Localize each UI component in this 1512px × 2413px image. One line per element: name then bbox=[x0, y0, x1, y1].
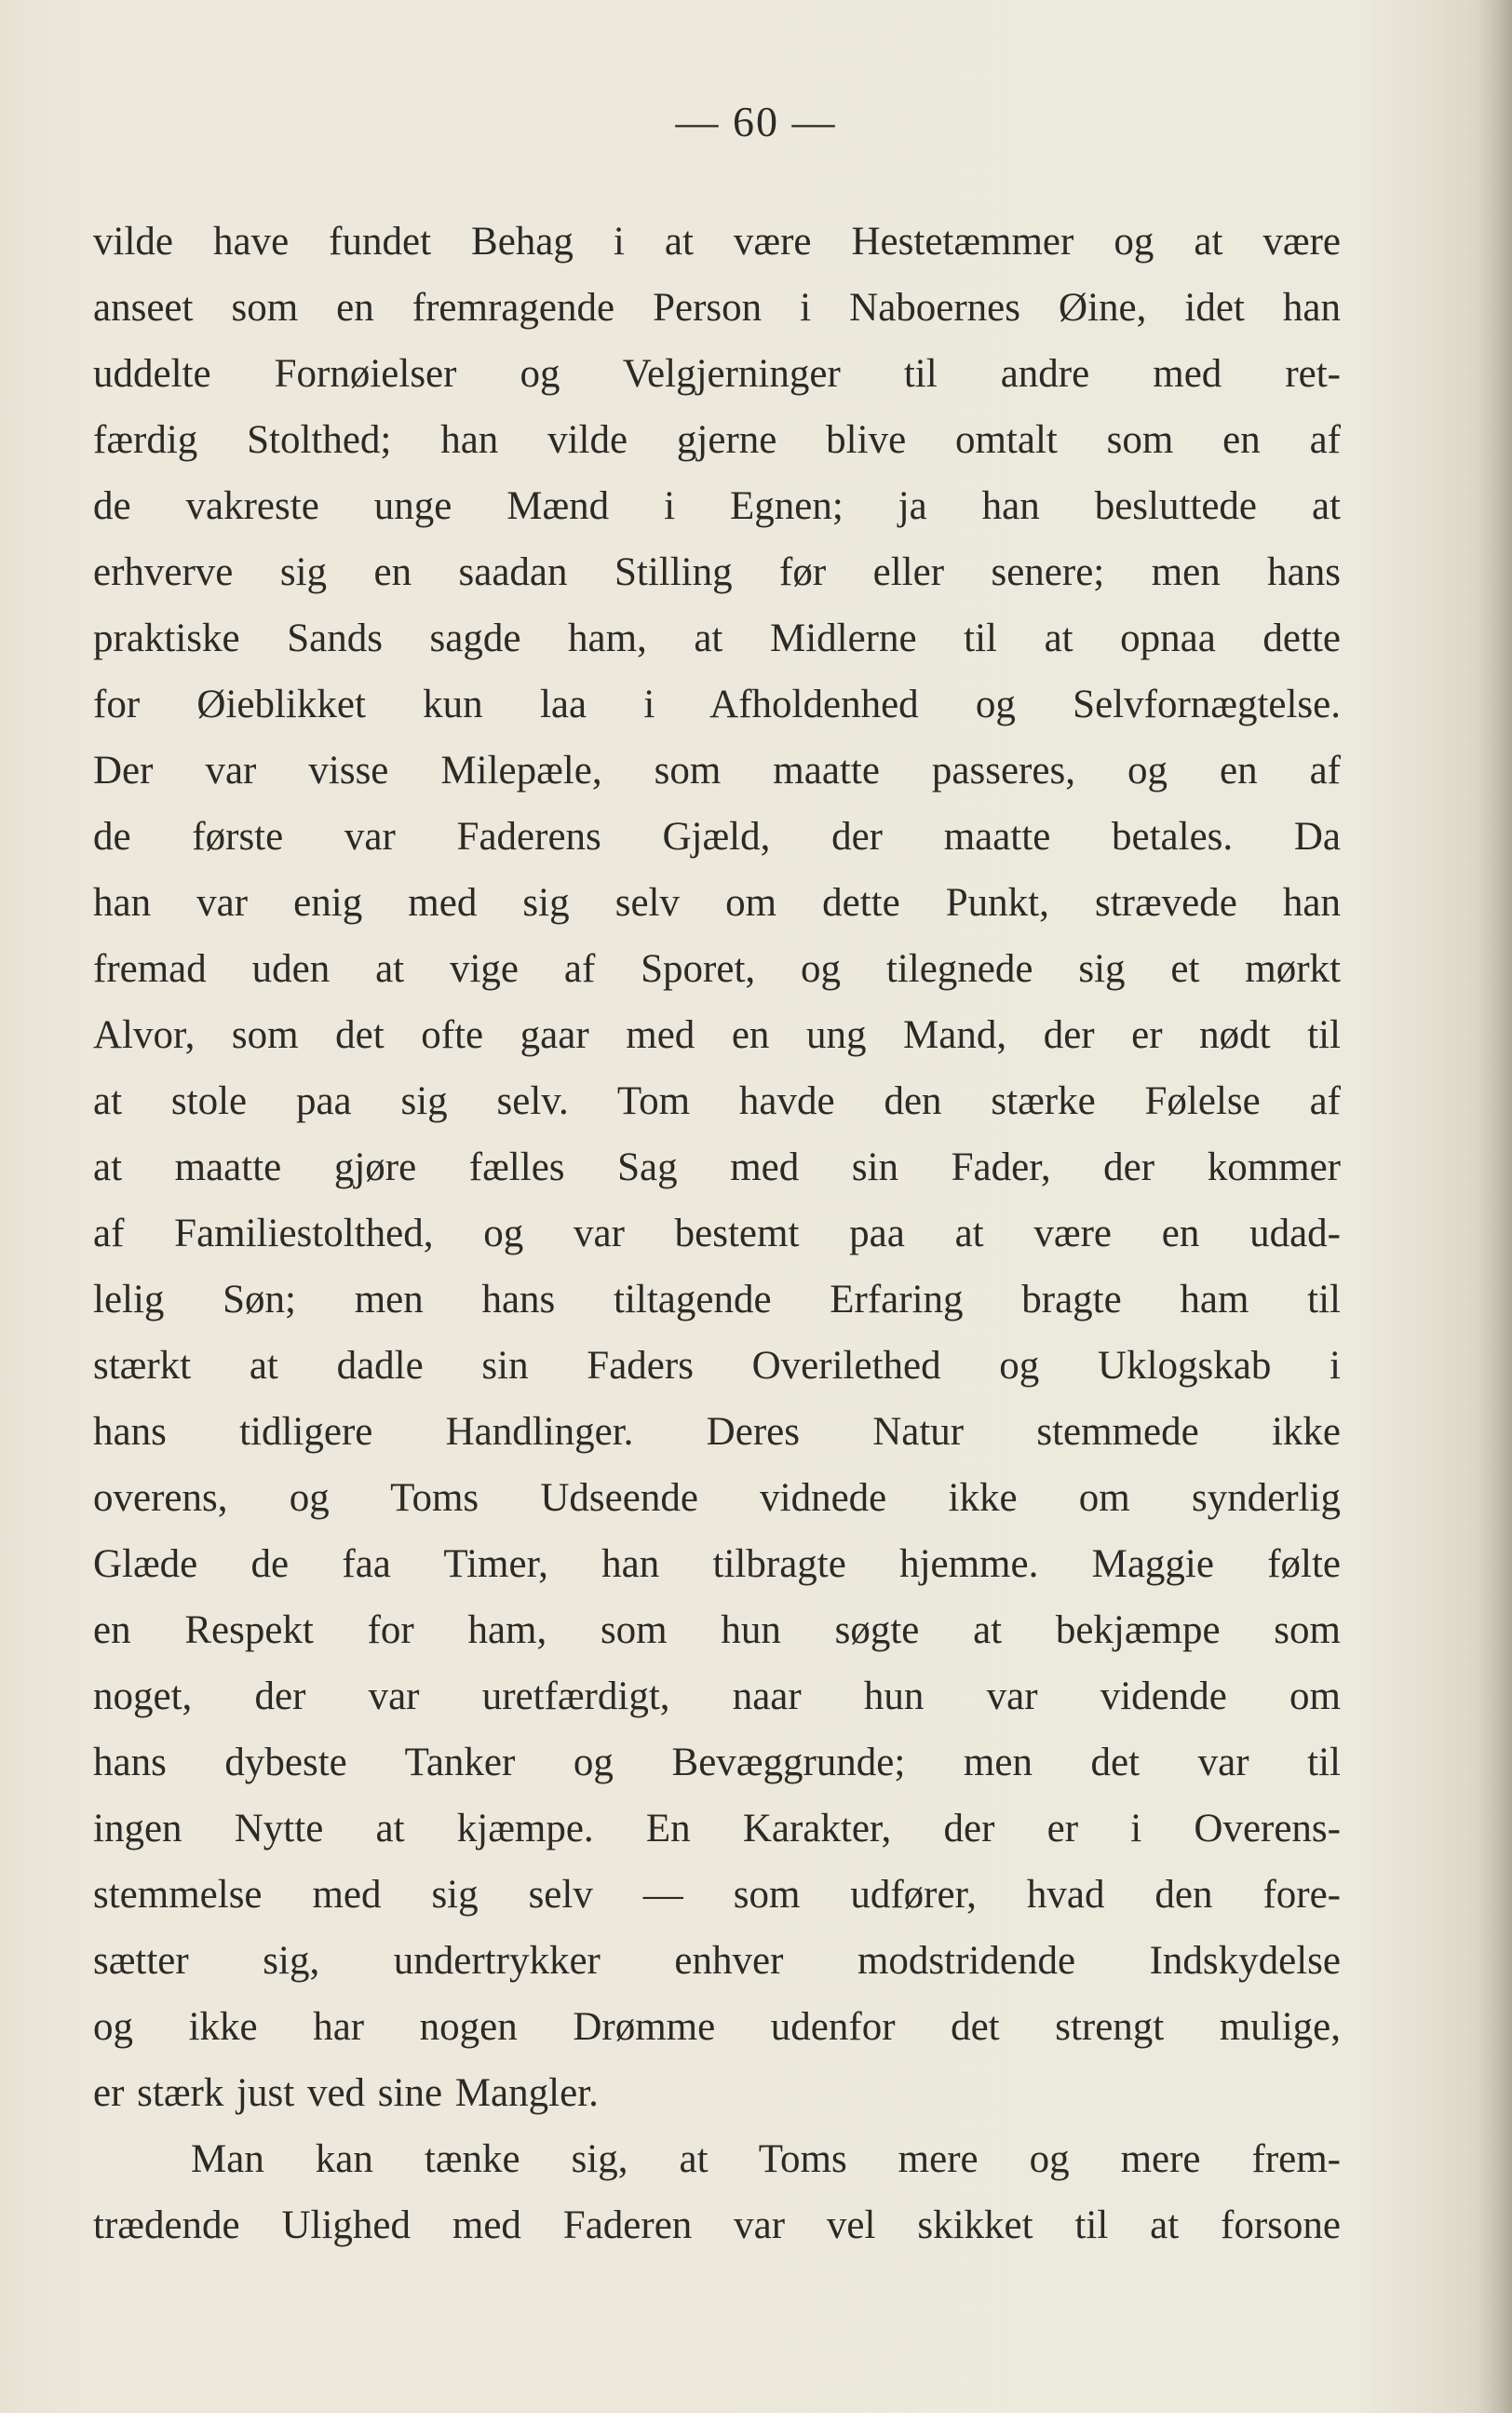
text-line: hans tidligere Handlinger. Deres Natur stemmede ikke bbox=[93, 1410, 1341, 1454]
text-line: trædende Ulighed med Faderen var vel skikket til at forsone bbox=[93, 2203, 1341, 2247]
text-line: vilde have fundet Behag i at være Hestetæmmer og at være bbox=[93, 220, 1341, 264]
text-line: de første var Faderens Gjæld, der maatte betales. Da bbox=[93, 815, 1341, 859]
text-line: Glæde de faa Timer, han tilbragte hjemme. Maggie følte bbox=[93, 1542, 1341, 1586]
text-line: for Øieblikket kun laa i Afholdenhed og Selvfornægtelse. bbox=[93, 683, 1341, 726]
text-line: erhverve sig en saadan Stilling før eller senere; men hans bbox=[93, 550, 1341, 594]
text-line: praktiske Sands sagde ham, at Midlerne til at opnaa dette bbox=[93, 617, 1341, 660]
text-line: Alvor, som det ofte gaar med en ung Mand, der er nødt til bbox=[93, 1013, 1341, 1057]
page-number: — 60 — bbox=[675, 98, 837, 145]
text-line: overens, og Toms Udseende vidnede ikke om synderlig bbox=[93, 1476, 1341, 1520]
text-line: Der var visse Milepæle, som maatte passeres, og en af bbox=[93, 749, 1341, 793]
paragraph-end-line: er stærk just ved sine Mangler. bbox=[93, 2071, 599, 2115]
page-spine-shadow bbox=[1478, 0, 1512, 2413]
body-text bbox=[93, 209, 1341, 2258]
text-line: han var enig med sig selv om dette Punkt, strævede han bbox=[93, 881, 1341, 925]
text-line: noget, der var uretfærdigt, naar hun var vidende om bbox=[93, 1674, 1341, 1718]
text-line: lelig Søn; men hans tiltagende Erfaring bragte ham til bbox=[93, 1278, 1341, 1322]
paragraph-start-line: Man kan tænke sig, at Toms mere og mere frem- bbox=[191, 2137, 1341, 2181]
text-line: hans dybeste Tanker og Bevæggrunde; men det var til bbox=[93, 1741, 1341, 1784]
text-line: en Respekt for ham, som hun søgte at bekjæmpe som bbox=[93, 1608, 1341, 1652]
text-line: at maatte gjøre fælles Sag med sin Fader, der kommer bbox=[93, 1145, 1341, 1189]
text-line: ingen Nytte at kjæmpe. En Karakter, der er i Overens- bbox=[93, 1807, 1341, 1850]
text-line: at stole paa sig selv. Tom havde den stærke Følelse af bbox=[93, 1079, 1341, 1123]
text-line: sætter sig, undertrykker enhver modstridende Indskydelse bbox=[93, 1939, 1341, 1983]
text-line: færdig Stolthed; han vilde gjerne blive omtalt som en af bbox=[93, 418, 1341, 462]
text-line: de vakreste unge Mænd i Egnen; ja han besluttede at bbox=[93, 484, 1341, 528]
text-line: af Familiestolthed, og var bestemt paa at være en udad- bbox=[93, 1212, 1341, 1255]
text-line: og ikke har nogen Drømme udenfor det strengt mulige, bbox=[93, 2005, 1341, 2049]
text-line: stærkt at dadle sin Faders Overilethed og Uklogskab i bbox=[93, 1344, 1341, 1388]
text-line: anseet som en fremragende Person i Naboernes Øine, idet han bbox=[93, 286, 1341, 330]
text-line: fremad uden at vige af Sporet, og tilegnede sig et mørkt bbox=[93, 947, 1341, 991]
text-line: stemmelse med sig selv — som udfører, hvad den fore- bbox=[93, 1873, 1341, 1917]
text-line: uddelte Fornøielser og Velgjerninger til andre med ret- bbox=[93, 352, 1341, 396]
